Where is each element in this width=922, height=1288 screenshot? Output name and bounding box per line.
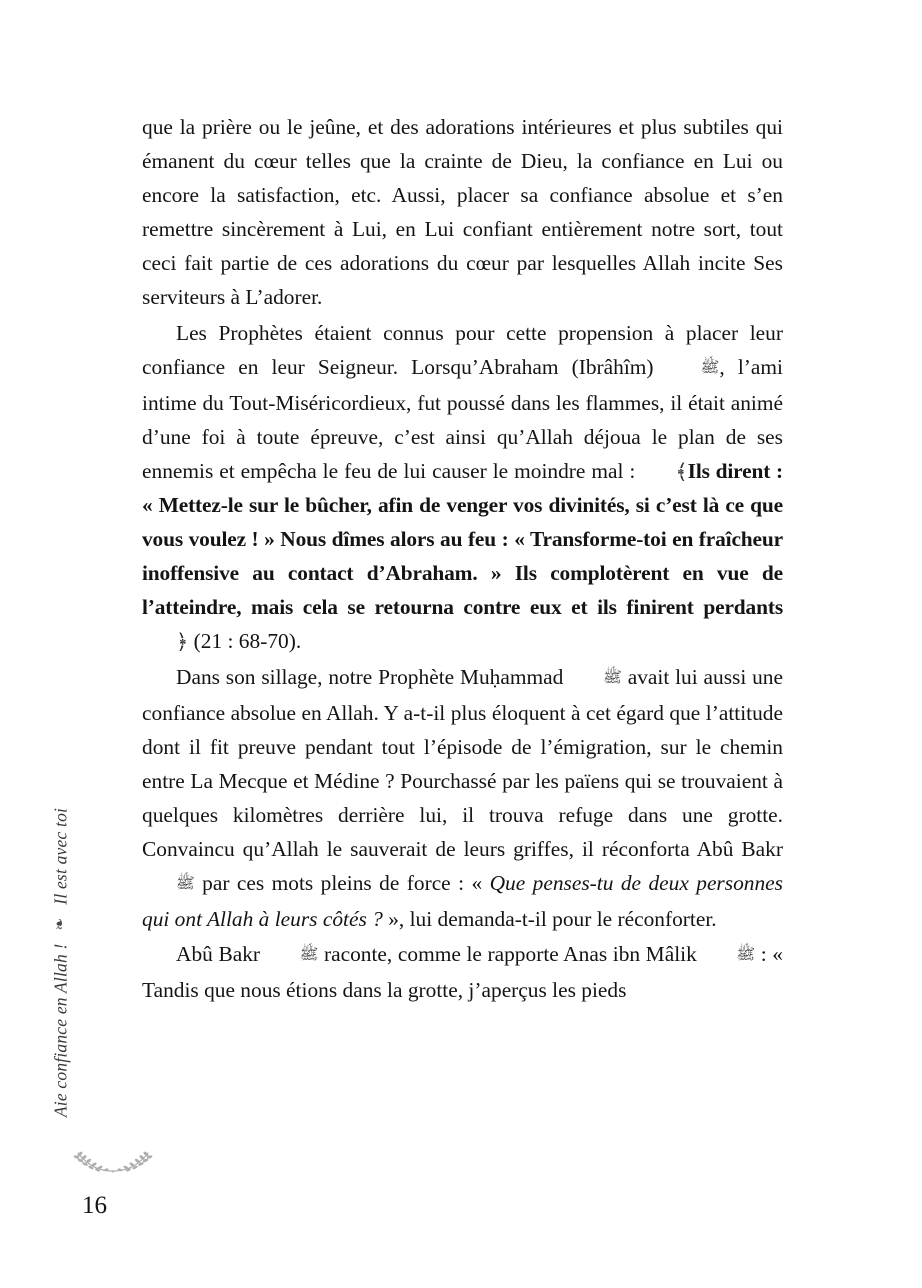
hadith-quote-run: Que penses-tu de deux personnes qui ont Allah à leurs côtés ? (142, 871, 783, 932)
text-run: avait lui aussi une confiance absolue en Allah. Y a-t-il plus éloquent à cet égard que l’attitude dont il fit preuve pendant tout l’épisode de l’émigration, sur le chemin entre La Mecque et Médine ? Pourchassé par les païens qui se trouvaient à quelques kilomètres derrière lui, il trouva refuge dans une grotte. Convaincu qu’Allah le sauverait de leurs griffes, il réconforta Abû Bakr (142, 664, 783, 861)
body-text-column (142, 110, 783, 1007)
paragraph-p4 (142, 937, 783, 1007)
arabic-honorific-icon: ﷺ (700, 357, 720, 376)
page-footer (62, 1150, 222, 1220)
text-run: : « Tandis que nous étions dans la grotte, j’aperçus les pieds (142, 942, 783, 1003)
text-run: , l’ami intime du Tout-Miséricordieux, fut poussé dans les flammes, il était animé d’une foi à toute épreuve, c’est ainsi qu’Allah déjoua le plan de ses ennemis et empêcha le feu de lui causer le moindre mal : (142, 354, 783, 483)
arabic-honorific-icon: ﷺ (736, 945, 756, 964)
running-header-right: Il est avec toi (50, 807, 71, 905)
ornate-bracket-close-icon: ﴿ (176, 630, 189, 655)
text-run: raconte, comme le rapporte Anas ibn Mâlik (318, 942, 703, 967)
laurel-wreath-ornament-icon (70, 1150, 156, 1176)
text-run: », lui demanda-t-il pour le réconforter. (382, 907, 717, 932)
text-run: Les Prophètes étaient connus pour cette propension à placer leur confiance en leur Seigneur. Lorsqu’Abraham (Ibrâhîm) (142, 320, 783, 379)
quran-quote-run: Ils dirent : « Mettez-le sur le bûcher, afin de venger vos divinités, si c’est là ce que vous voulez ! » Nous dîmes alors au feu : « Transforme-toi en fraîcheur inoffensive au contact d’Abraham. » Ils complotèrent en vue de l’atteindre, mais cela se retourna contre eux et ils finirent perdants (142, 458, 783, 620)
running-side-header (0, 0, 122, 1288)
arabic-honorific-icon: ﷺ (176, 874, 195, 893)
arabic-honorific-icon: ﷺ (603, 667, 622, 686)
paragraph-p2 (142, 316, 783, 659)
ornate-bracket-open-icon: ﴾ (675, 459, 688, 484)
paragraph-p3 (142, 660, 783, 937)
running-header-left: Aie confiance en Allah ! (50, 943, 71, 1118)
paragraph-p1 (142, 110, 783, 315)
running-header-text (51, 808, 72, 1117)
text-run: que la prière ou le jeûne, et des adorations intérieures et plus subtiles qui émanent du cœur telles que la crainte de Dieu, la confiance en Lui ou encore la satisfaction, etc. Aussi, placer sa confiance absolue et s’en remettre sincèrement à Lui, en Lui confiant entièrement notre sort, tout ceci fait partie de ces adorations du cœur par lesquelles Allah incite Ses serviteurs à L’adorer. (142, 115, 783, 310)
page-number: 16 (82, 1192, 107, 1219)
text-run: (21 : 68-70). (188, 629, 302, 654)
text-run: par ces mots pleins de force : « (194, 871, 490, 896)
fleuron-ornament-icon: ❧ (52, 917, 69, 931)
text-run: Abû Bakr (176, 942, 266, 967)
arabic-honorific-icon: ﷺ (299, 945, 319, 964)
text-run: Dans son sillage, notre Prophète Muḥammad (176, 664, 570, 689)
